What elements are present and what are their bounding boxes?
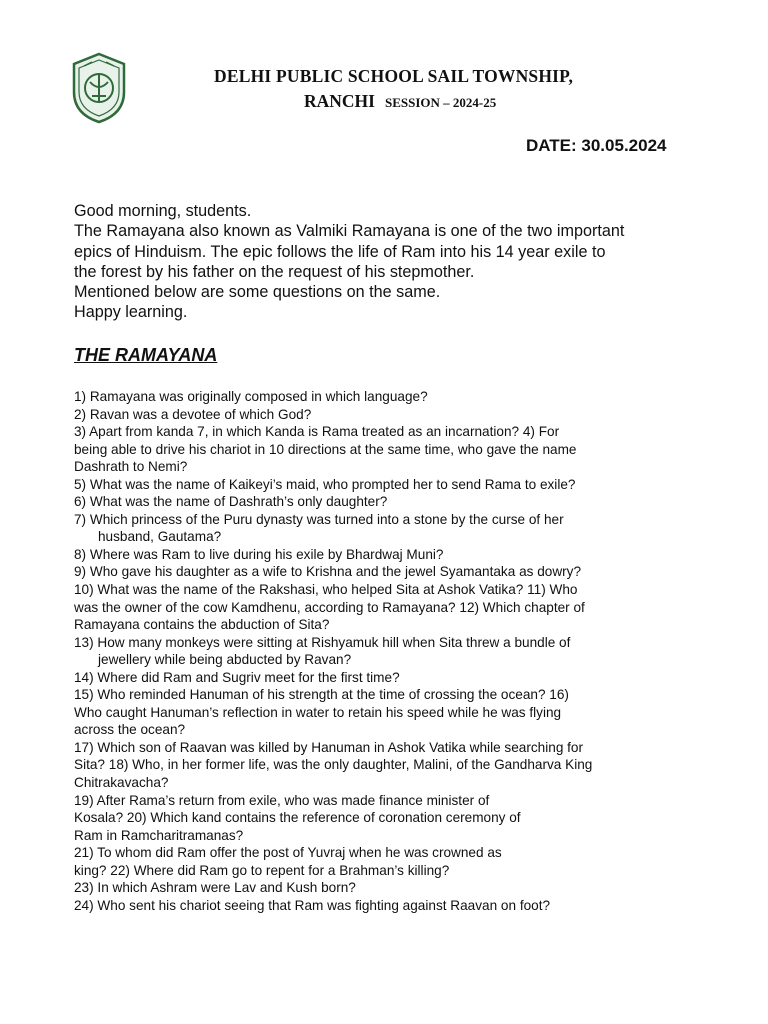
question-line: husband, Gautama? xyxy=(98,529,222,545)
school-name: DELHI PUBLIC SCHOOL SAIL TOWNSHIP, xyxy=(214,66,574,86)
question-line: 2) Ravan was a devotee of which God? xyxy=(74,406,312,422)
intro-line: Good morning, students. xyxy=(74,202,252,220)
question-list xyxy=(74,388,694,914)
question-line: 17) Which son of Raavan was killed by Hanuman in Ashok Vatika while searching for xyxy=(74,739,584,755)
question-line: 8) Where was Ram to live during his exile by Bhardwaj Muni? xyxy=(74,546,444,562)
question-line: 9) Who gave his daughter as a wife to Krishna and the jewel Syamantaka as dowry? xyxy=(74,564,582,580)
question-line: 10) What was the name of the Rakshasi, who helped Sita at Ashok Vatika? 11) Who xyxy=(74,582,578,598)
question-line: 7) Which princess of the Puru dynasty was turned into a stone by the curse of her xyxy=(74,511,564,527)
school-logo xyxy=(70,52,128,124)
question-line: 5) What was the name of Kaikeyi’s maid, who prompted her to send Rama to exile? xyxy=(74,476,576,492)
question-line: was the owner of the cow Kamdhenu, according to Ramayana? 12) Which chapter of xyxy=(74,599,585,615)
question-line: Chitrakavacha? xyxy=(74,775,169,791)
intro-paragraph xyxy=(74,201,714,323)
intro-line: The Ramayana also known as Valmiki Ramayana is one of the two important xyxy=(74,222,625,241)
session-label: SESSION – 2024-25 xyxy=(384,95,497,110)
question-line: Ramayana contains the abduction of Sita? xyxy=(74,617,330,633)
question-line: across the ocean? xyxy=(74,722,186,738)
question-line: king? 22) Where did Ram go to repent for a Brahman’s killing? xyxy=(74,862,450,878)
school-crest-icon xyxy=(70,52,128,124)
question-line: 13) How many monkeys were sitting at Rishyamuk hill when Sita threw a bundle of xyxy=(74,634,571,650)
section-title: THE RAMAYANA xyxy=(74,345,218,365)
question-line: Sita? 18) Who, in her former life, was the only daughter, Malini, of the Gandharva King xyxy=(74,757,593,773)
date-label: DATE: 30.05.2024 xyxy=(526,136,667,155)
school-city-session xyxy=(304,91,496,112)
school-city: RANCHI xyxy=(304,91,375,111)
question-line: 1) Ramayana was originally composed in which language? xyxy=(74,389,428,404)
intro-line: epics of Hinduism. The epic follows the life of Ram into his 14 year exile to xyxy=(74,242,606,261)
question-line: 24) Who sent his chariot seeing that Ram was fighting against Raavan on foot? xyxy=(74,897,551,913)
question-line: Dashrath to Nemi? xyxy=(74,459,188,475)
intro-line: Mentioned below are some questions on the same. xyxy=(74,283,441,302)
question-line: being able to drive his chariot in 10 directions at the same time, who gave the name xyxy=(74,441,577,457)
question-line: 23) In which Ashram were Lav and Kush born? xyxy=(74,880,356,896)
intro-line: the forest by his father on the request of his stepmother. xyxy=(74,262,475,281)
question-line: Kosala? 20) Which kand contains the reference of coronation ceremony of xyxy=(74,810,521,826)
question-line: 6) What was the name of Dashrath’s only daughter? xyxy=(74,494,388,510)
intro-line: Happy learning. xyxy=(74,303,188,322)
question-line: Ram in Ramcharitramanas? xyxy=(74,827,244,843)
question-line: 3) Apart from kanda 7, in which Kanda is Rama treated as an incarnation? 4) For xyxy=(74,424,560,440)
question-line: 21) To whom did Ram offer the post of Yuvraj when he was crowned as xyxy=(74,845,502,861)
question-line: Who caught Hanuman’s reflection in water to retain his speed while he was flying xyxy=(74,704,562,720)
question-line: jewellery while being abducted by Ravan? xyxy=(98,652,352,668)
question-line: 15) Who reminded Hanuman of his strength at the time of crossing the ocean? 16) xyxy=(74,687,569,703)
question-line: 14) Where did Ram and Sugriv meet for the first time? xyxy=(74,669,400,685)
question-line: 19) After Rama’s return from exile, who was made finance minister of xyxy=(74,792,490,808)
